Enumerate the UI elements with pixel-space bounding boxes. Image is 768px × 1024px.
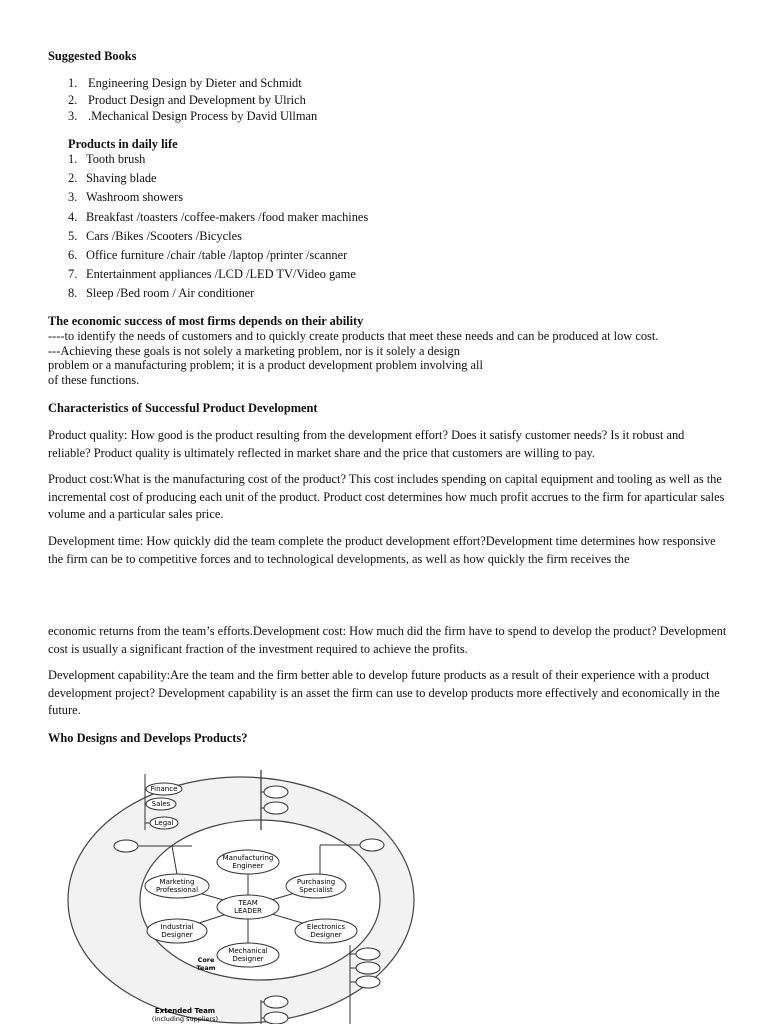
product-development-team-diagram	[60, 770, 420, 1024]
product-item: 8. Sleep /Bed room / Air conditioner	[68, 286, 255, 301]
industrial-designer-label: Designer	[161, 931, 193, 939]
team-member-oval	[264, 1012, 288, 1024]
products-daily-heading: Products in daily life	[68, 137, 178, 151]
purchasing-specialist-label: Specialist	[299, 886, 333, 894]
purchasing-specialist-label: Purchasing	[296, 878, 336, 886]
characteristics-heading: Characteristics of Successful Product Development	[48, 401, 318, 415]
economic-heading: The economic success of most firms depends on their ability	[48, 314, 364, 328]
team-member-oval	[114, 840, 138, 852]
product-quality-paragraph: Product quality: How good is the product resulting from the development effort? Does it satisfy customer needs? Is it robust and reliable? Product quality is ultimately reflected in market share and the price that customers are willing to pay.	[48, 428, 685, 460]
finance-label: Finance	[150, 785, 178, 793]
extended-team-label: (including suppliers)	[151, 1015, 219, 1023]
book-item: 1. Engineering Design by Dieter and Schmidt	[68, 76, 302, 90]
team-member-oval	[264, 786, 288, 798]
product-cost-paragraph: Product cost:What is the manufacturing cost of the product? This cost includes spending on capital equipment and tooling as well as the incremental cost of producing each unit of the product. Product cost determines how much profit accrues to the firm for aparticular sales volume and a particular sales price.	[48, 472, 725, 521]
product-item: 7. Entertainment appliances /LCD /LED TV/Video game	[68, 267, 356, 282]
product-item: 6. Office furniture /chair /table /laptop /printer /scanner	[68, 247, 348, 262]
who-designs-heading: Who Designs and Develops Products?	[48, 731, 248, 745]
team-member-oval	[264, 802, 288, 814]
suggested-books-list	[48, 75, 728, 125]
development-cost-paragraph: economic returns from the team’s efforts.Development cost: How much did the firm have to spend to develop the product? Development cost is usually a significant fraction of the investment required to achieve the profits.	[48, 624, 727, 656]
development-capability-paragraph: Development capability:Are the team and the firm better able to develop future products as a result of their experience with a product development project? Development capability is an asset the firm can use to develop products more effectively and economically in the future.	[48, 668, 720, 717]
manufacturing-engineer-label: Engineer	[232, 862, 264, 870]
team-member-oval	[356, 976, 380, 988]
product-item: 1. Tooth brush	[68, 152, 146, 166]
legal-label: Legal	[154, 819, 174, 827]
team-member-oval	[264, 996, 288, 1008]
team-leader-label: TEAM	[238, 899, 258, 907]
product-item: 2. Shaving blade	[68, 171, 157, 186]
economic-line: of these functions.	[48, 373, 140, 388]
product-item: 5. Cars /Bikes /Scooters /Bicycles	[68, 228, 242, 243]
product-item: 3. Washroom showers	[68, 190, 184, 205]
suggested-books-heading: Suggested Books	[48, 49, 137, 63]
mechanical-designer-label: Mechanical	[228, 947, 268, 955]
industrial-designer-label: Industrial	[160, 923, 194, 931]
book-item: 2. Product Design and Development by Ulrich	[68, 92, 306, 107]
team-leader-label: LEADER	[234, 907, 262, 915]
electronics-designer-label: Designer	[310, 931, 342, 939]
extended-team-label: Extended Team	[154, 1007, 216, 1015]
marketing-professional-label: Marketing	[159, 878, 195, 886]
products-daily-list	[48, 151, 728, 305]
mechanical-designer-label: Designer	[232, 955, 264, 963]
marketing-professional-label: Professional	[155, 886, 199, 894]
book-item: 3. .Mechanical Design Process by David Ullman	[68, 109, 318, 123]
development-time-paragraph: Development time: How quickly did the team complete the product development effort?Development time determines how responsive the firm can be to competitive forces and to technological developments, as well as how quickly the firm receives the	[48, 534, 716, 566]
electronics-designer-label: Electronics	[306, 923, 346, 931]
core-team-label: Team	[196, 964, 216, 972]
core-team-label: Core	[197, 956, 215, 964]
economic-line: problem or a manufacturing problem; it is a product development problem involving all	[48, 358, 483, 373]
sales-label: Sales	[151, 800, 171, 808]
economic-line: ---Achieving these goals is not solely a marketing problem, nor is it solely a design	[48, 343, 460, 358]
team-member-oval	[356, 948, 380, 960]
economic-line: ----to identify the needs of customers and to quickly create products that meet these needs and can be produced at low cost.	[48, 328, 659, 343]
team-member-oval	[356, 962, 380, 974]
economic-section	[48, 314, 728, 388]
product-item: 4. Breakfast /toasters /coffee-makers /food maker machines	[68, 209, 369, 224]
manufacturing-engineer-label: Manufacturing	[222, 854, 274, 862]
team-member-oval	[360, 839, 384, 851]
